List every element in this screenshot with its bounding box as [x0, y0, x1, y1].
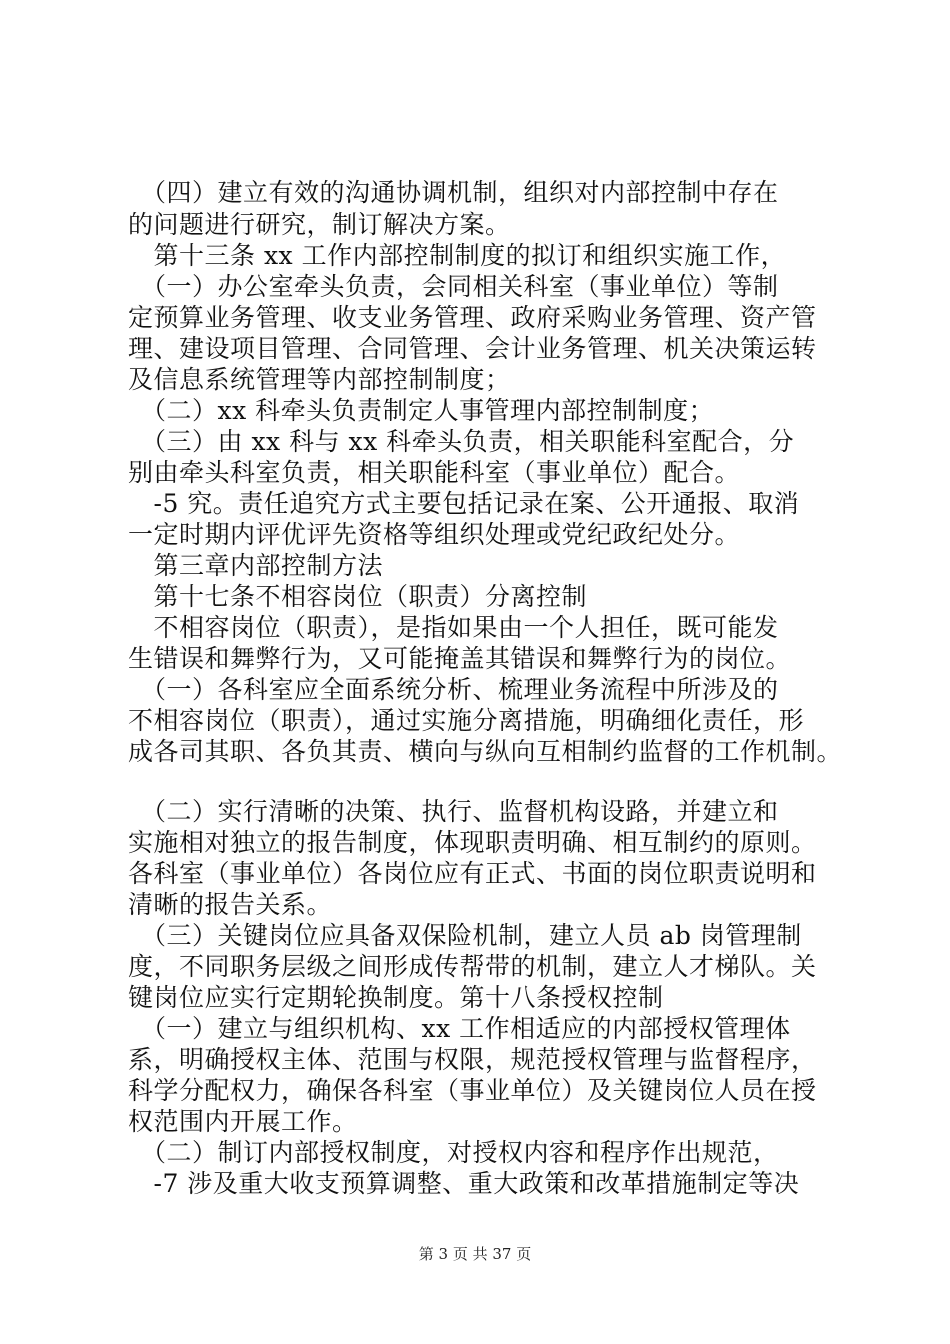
text-line: （一）建立与组织机构、xx 工作相适应的内部授权管理体 [128, 1014, 791, 1043]
text-line: 理、建设项目管理、合同管理、会计业务管理、机关决策运转 [128, 334, 817, 363]
text-line: 权范围内开展工作。 [128, 1107, 358, 1136]
text-line: 各科室（事业单位）各岗位应有正式、书面的岗位职责说明和 [128, 859, 817, 888]
text-line: （三）由 xx 科与 xx 科牵头负责，相关职能科室配合，分 [128, 427, 795, 456]
text-line: 别由牵头科室负责，相关职能科室（事业单位）配合。 [128, 458, 741, 487]
text-line: 不相容岗位（职责），是指如果由一个人担任，既可能发 [128, 613, 779, 642]
text-line: 生错误和舞弊行为，又可能掩盖其错误和舞弊行为的岗位。 [128, 644, 792, 673]
text-line: 第十三条 xx 工作内部控制制度的拟订和组织实施工作， [128, 241, 787, 270]
text-line: （二）实行清晰的决策、执行、监督机构设路，并建立和 [128, 797, 779, 826]
text-line: （一）办公室牵头负责，会同相关科室（事业单位）等制 [128, 272, 779, 301]
text-line: -7 涉及重大收支预算调整、重大政策和改革措施制定等决 [128, 1169, 800, 1198]
article-heading: 第十七条不相容岗位（职责）分离控制 [128, 582, 588, 611]
section-heading: 第三章内部控制方法 [128, 551, 384, 580]
text-line: 不相容岗位（职责），通过实施分离措施，明确细化责任，形 [128, 706, 805, 735]
text-line: （二）xx 科牵头负责制定人事管理内部控制制度； [128, 396, 715, 425]
text-line: 度，不同职务层级之间形成传帮带的机制，建立人才梯队。关 [128, 952, 817, 981]
text-line: 一定时期内评优评先资格等组织处理或党纪政纪处分。 [128, 520, 741, 549]
text-line: （四）建立有效的沟通协调机制，组织对内部控制中存在 [128, 178, 779, 207]
text-line: 系，明确授权主体、范围与权限，规范授权管理与监督程序， [128, 1045, 817, 1074]
text-line: （一）各科室应全面系统分析、梳理业务流程中所涉及的 [128, 675, 779, 704]
text-line: （二）制订内部授权制度，对授权内容和程序作出规范， [128, 1138, 779, 1167]
text-line: 实施相对独立的报告制度，体现职责明确、相互制约的原则。 [128, 828, 817, 857]
text-line: 键岗位应实行定期轮换制度。第十八条授权控制 [128, 983, 664, 1012]
text-line: 清晰的报告关系。 [128, 890, 333, 919]
text-line: 定预算业务管理、收支业务管理、政府采购业务管理、资产管 [128, 303, 817, 332]
text-line: 科学分配权力，确保各科室（事业单位）及关键岗位人员在授 [128, 1076, 817, 1105]
text-line: 成各司其职、各负其责、横向与纵向互相制约监督的工作机制。 [128, 737, 843, 766]
text-line: -5 究。责任追究方式主要包括记录在案、公开通报、取消 [128, 489, 800, 518]
text-line: 的问题进行研究，制订解决方案。 [128, 210, 511, 239]
text-line: （三）关键岗位应具备双保险机制，建立人员 ab 岗管理制 [128, 921, 802, 950]
page-number-footer: 第 3 页 共 37 页 [418, 1245, 532, 1263]
text-line: 及信息系统管理等内部控制制度； [128, 365, 511, 394]
